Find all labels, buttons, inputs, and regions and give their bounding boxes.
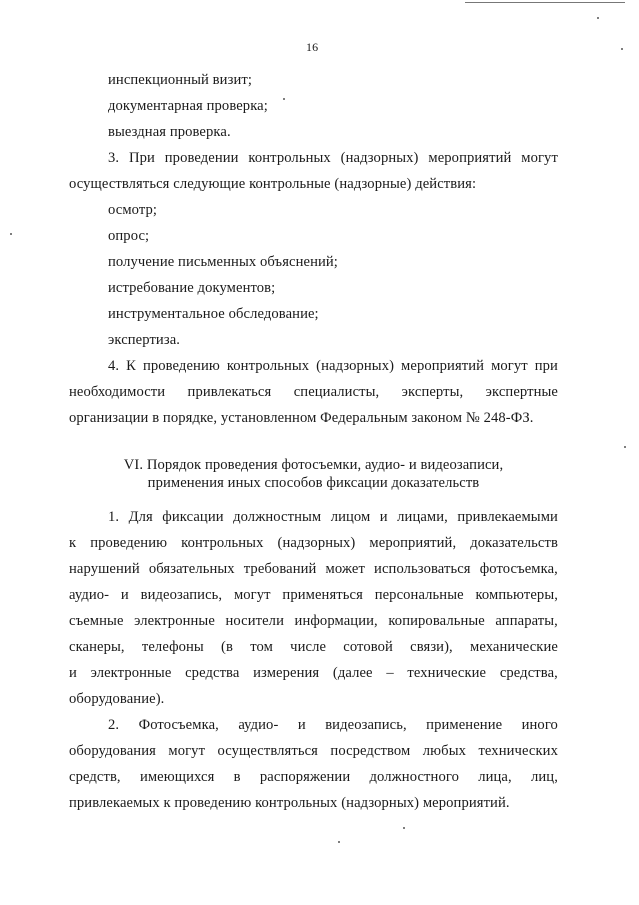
scan-artifact-dot: [621, 48, 623, 50]
paragraph-line: съемные электронные носители информации, копировальные аппараты,: [69, 613, 558, 629]
paragraph-line: 2. Фотосъемка, аудио- и видеозапись, применение иного: [108, 717, 558, 733]
paragraph-line: и электронные средства измерения (далее – технические средства,: [69, 665, 558, 681]
paragraph-line: аудио- и видеозапись, могут применяться персональные компьютеры,: [69, 587, 558, 603]
scan-artifact-dot: [403, 827, 405, 829]
section-heading: VI. Порядок проведения фотосъемки, аудио- и видеозаписи,: [123, 457, 504, 473]
paragraph-line: организации в порядке, установленном Федеральным законом № 248-ФЗ.: [69, 410, 534, 426]
scan-artifact-dot: [283, 98, 285, 100]
paragraph-line: 3. При проведении контрольных (надзорных) мероприятий могут: [108, 150, 558, 166]
paragraph-line: 1. Для фиксации должностным лицом и лицами, привлекаемыми: [108, 509, 558, 525]
paragraph-line: средств, имеющихся в распоряжении должностного лица, лиц,: [69, 769, 558, 785]
scan-artifact-dot: [10, 233, 12, 235]
scan-artifact-dot: [624, 446, 626, 448]
paragraph-line: нарушений обязательных требований может использоваться фотосъемка,: [69, 561, 558, 577]
paragraph-line: оборудование).: [69, 691, 165, 707]
scan-artifact-line: [465, 2, 625, 3]
list-item: опрос;: [108, 228, 150, 244]
list-item: инспекционный визит;: [108, 72, 252, 88]
paragraph-line: 4. К проведению контрольных (надзорных) мероприятий могут при: [108, 358, 558, 374]
paragraph-line: к проведению контрольных (надзорных) мероприятий, доказательств: [69, 535, 558, 551]
scan-artifact-dot: [597, 17, 599, 19]
list-item: инструментальное обследование;: [108, 306, 319, 322]
page-number: 16: [306, 40, 319, 54]
list-item: экспертиза.: [108, 332, 181, 348]
list-item: выездная проверка.: [108, 124, 231, 140]
paragraph-line: оборудования могут осуществляться посредством любых технических: [69, 743, 558, 759]
list-item: истребование документов;: [108, 280, 276, 296]
list-item: осмотр;: [108, 202, 158, 218]
list-item: документарная проверка;: [108, 98, 268, 114]
list-item: получение письменных объяснений;: [108, 254, 338, 270]
scan-artifact-dot: [338, 841, 340, 843]
section-heading: применения иных способов фиксации доказательств: [147, 475, 480, 491]
paragraph-line: сканеры, телефоны (в том числе сотовой связи), механические: [69, 639, 558, 655]
paragraph-line: привлекаемых к проведению контрольных (надзорных) мероприятий.: [69, 795, 510, 811]
paragraph-line: осуществляться следующие контрольные (надзорные) действия:: [69, 176, 477, 192]
paragraph-line: необходимости привлекаться специалисты, эксперты, экспертные: [69, 384, 558, 400]
